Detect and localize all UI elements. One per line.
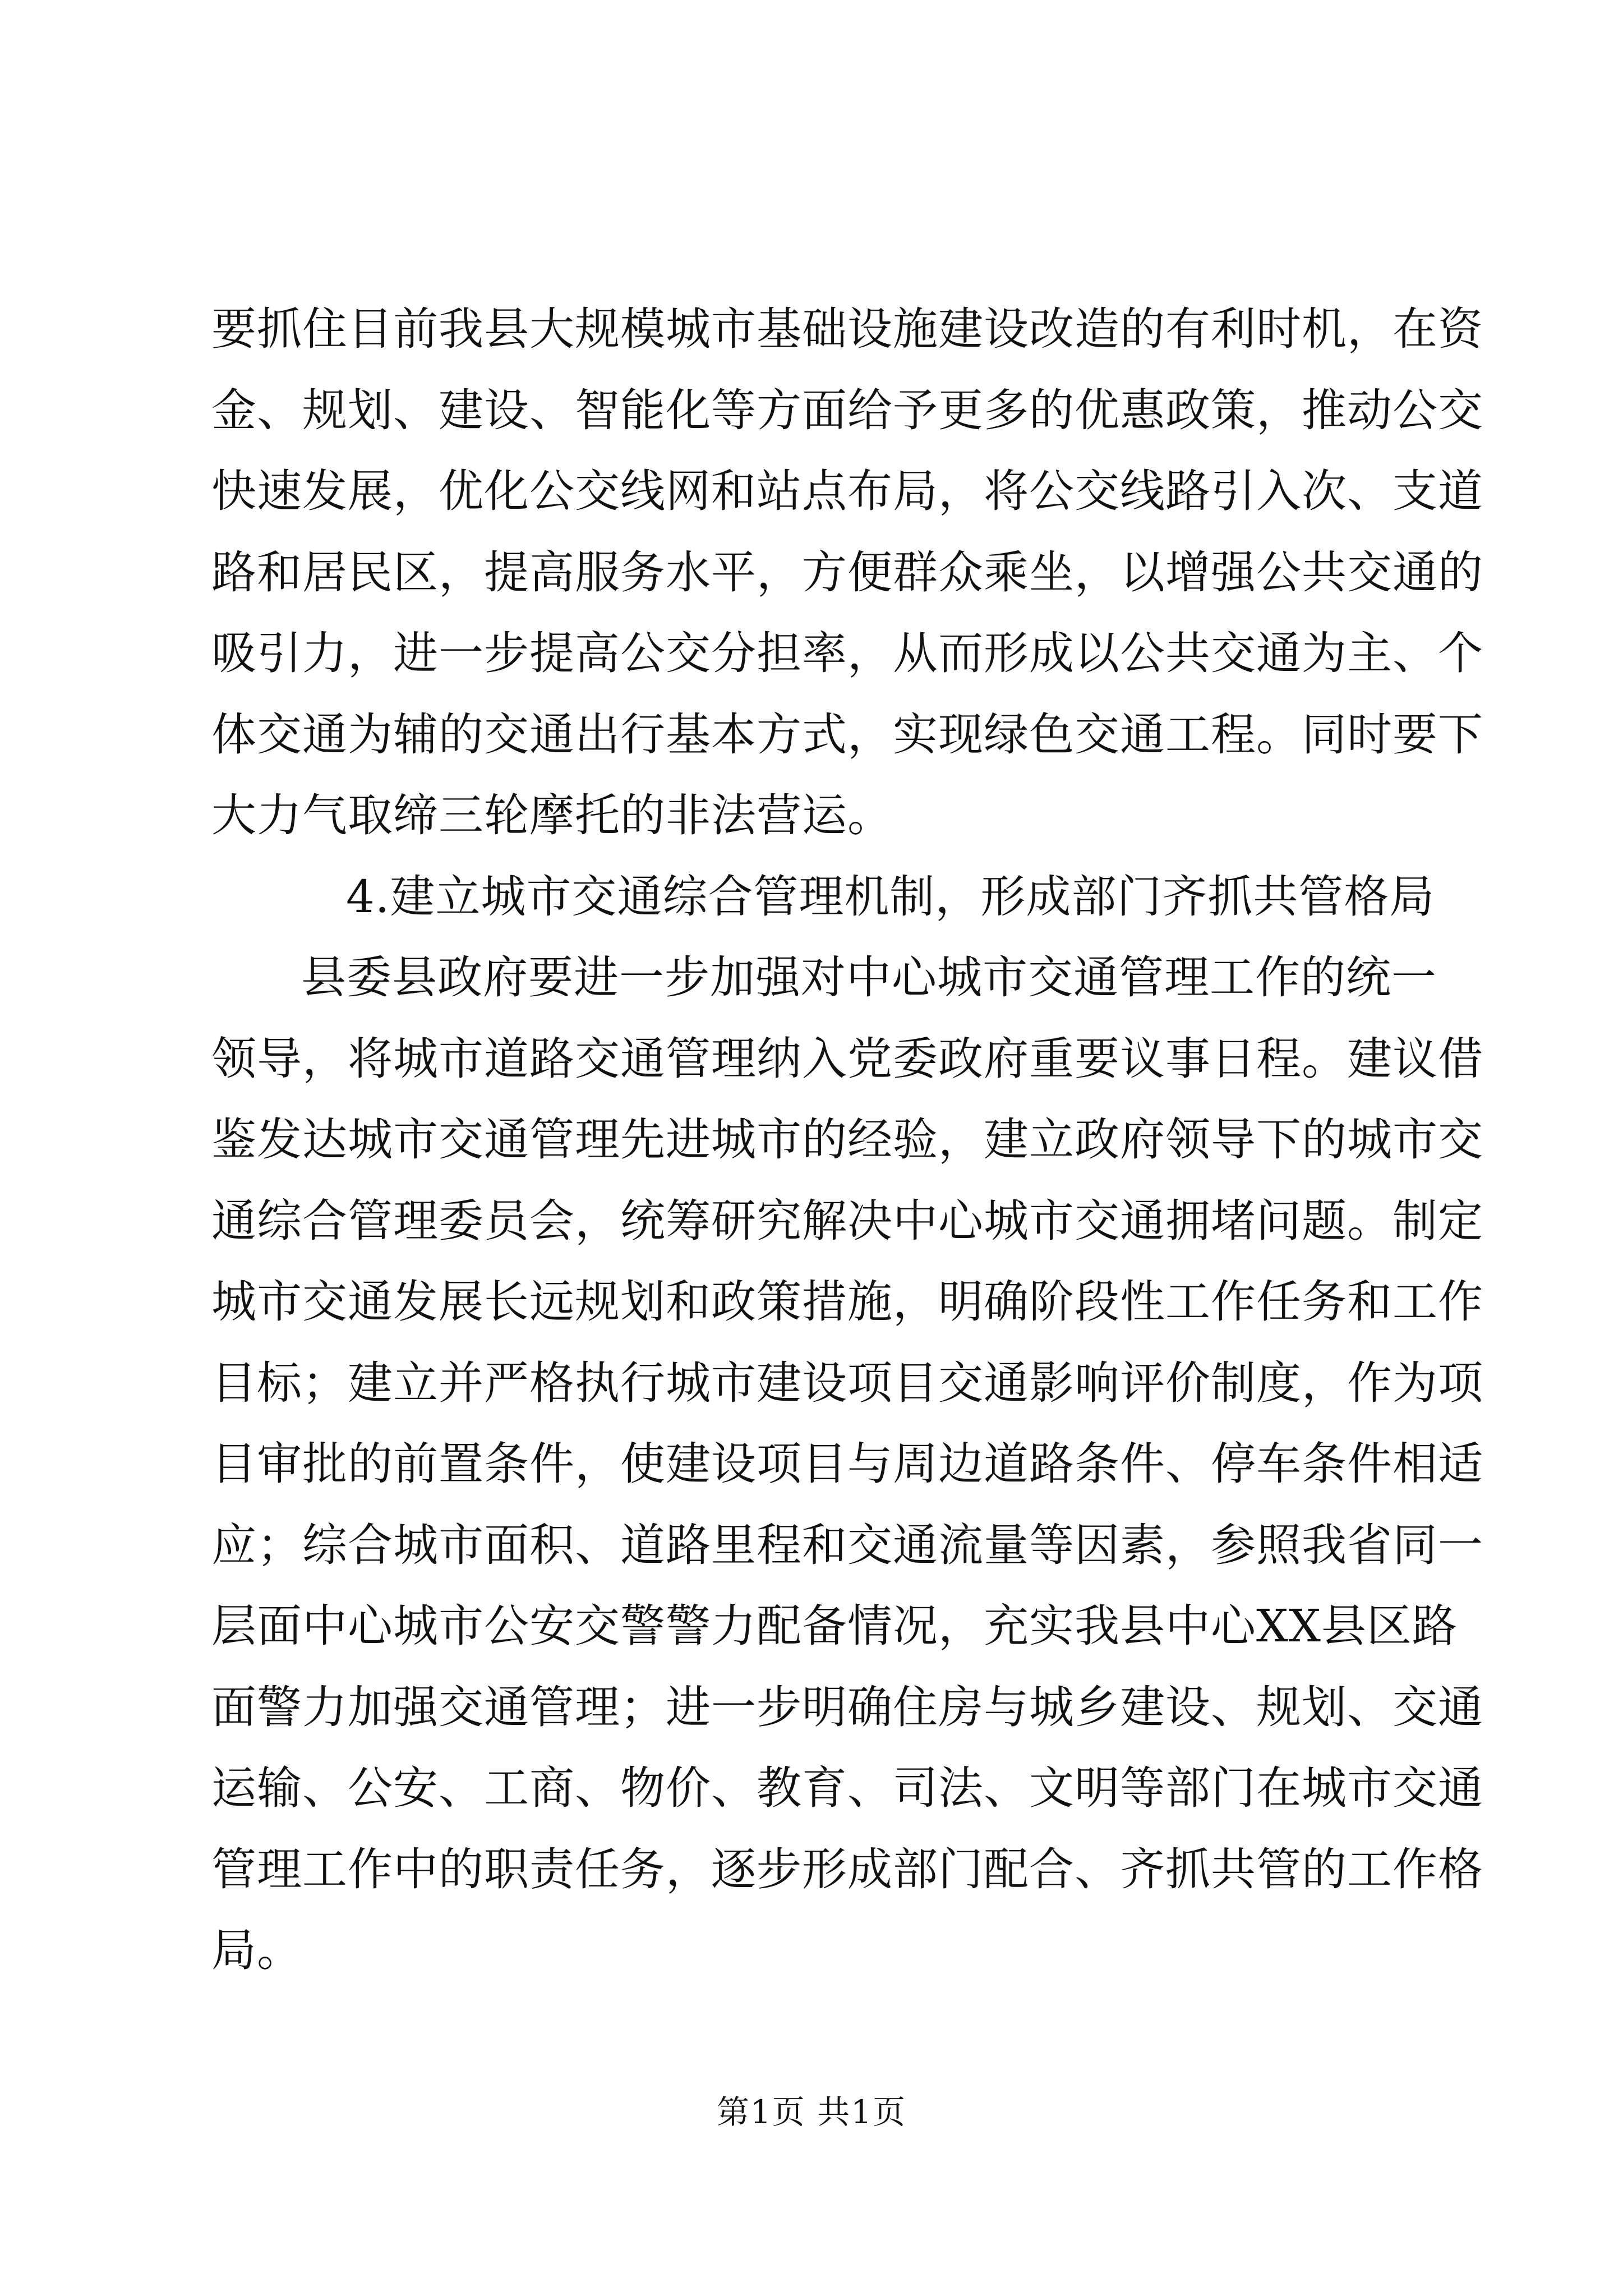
text-line: 面警力加强交通管理；进一步明确住房与城乡建设、规划、交通 [211, 1681, 1483, 1733]
page-number: 第1页 共1页 [716, 2093, 907, 2131]
paragraph-management-mechanism [211, 937, 1483, 1991]
paragraph-public-transport [211, 289, 1483, 857]
text-line: 路和居民区，提高服务水平，方便群众乘坐，以增强公共交通的 [211, 546, 1483, 599]
text-line: 运输、公安、工商、物价、教育、司法、文明等部门在城市交通 [211, 1762, 1483, 1814]
text-line: 目审批的前置条件，使建设项目与周边道路条件、停车条件相适 [211, 1438, 1483, 1490]
text-line: 金、规划、建设、智能化等方面给予更多的优惠政策，推动公交 [211, 384, 1483, 436]
text-line: 要抓住目前我县大规模城市基础设施建设改造的有利时机，在资 [211, 303, 1483, 355]
text-line: 快速发展，优化公交线网和站点布局，将公交线路引入次、支道 [211, 465, 1483, 517]
text-line: 层面中心城市公安交警警力配备情况，充实我县中心XX县区路 [211, 1600, 1458, 1652]
text-line: 目标；建立并严格执行城市建设项目交通影响评价制度，作为项 [211, 1356, 1483, 1409]
page-footer [0, 2090, 1623, 2134]
text-line: 吸引力，进一步提高公交分担率，从而形成以公共交通为主、个 [211, 627, 1483, 679]
text-line: 领导，将城市道路交通管理纳入党委政府重要议事日程。建议借 [211, 1032, 1483, 1085]
document-body [211, 289, 1483, 1991]
text-line: 县委县政府要进一步加强对中心城市交通管理工作的统一 [301, 951, 1437, 1004]
text-line: 局。 [211, 1924, 302, 1976]
text-line: 大力气取缔三轮摩托的非法营运。 [211, 789, 893, 841]
text-line: 通综合管理委员会，统筹研究解决中心城市交通拥堵问题。制定 [211, 1194, 1483, 1247]
section-heading: 4.建立城市交通综合管理机制，形成部门齐抓共管格局 [346, 870, 1435, 923]
text-line: 应；综合城市面积、道路里程和交通流量等因素，参照我省同一 [211, 1519, 1483, 1571]
text-line: 鉴发达城市交通管理先进城市的经验，建立政府领导下的城市交 [211, 1114, 1483, 1166]
text-line: 城市交通发展长远规划和政策措施，明确阶段性工作任务和工作 [211, 1276, 1483, 1328]
text-line: 体交通为辅的交通出行基本方式，实现绿色交通工程。同时要下 [211, 708, 1483, 761]
text-line: 管理工作中的职责任务，逐步形成部门配合、齐抓共管的工作格 [211, 1843, 1483, 1895]
